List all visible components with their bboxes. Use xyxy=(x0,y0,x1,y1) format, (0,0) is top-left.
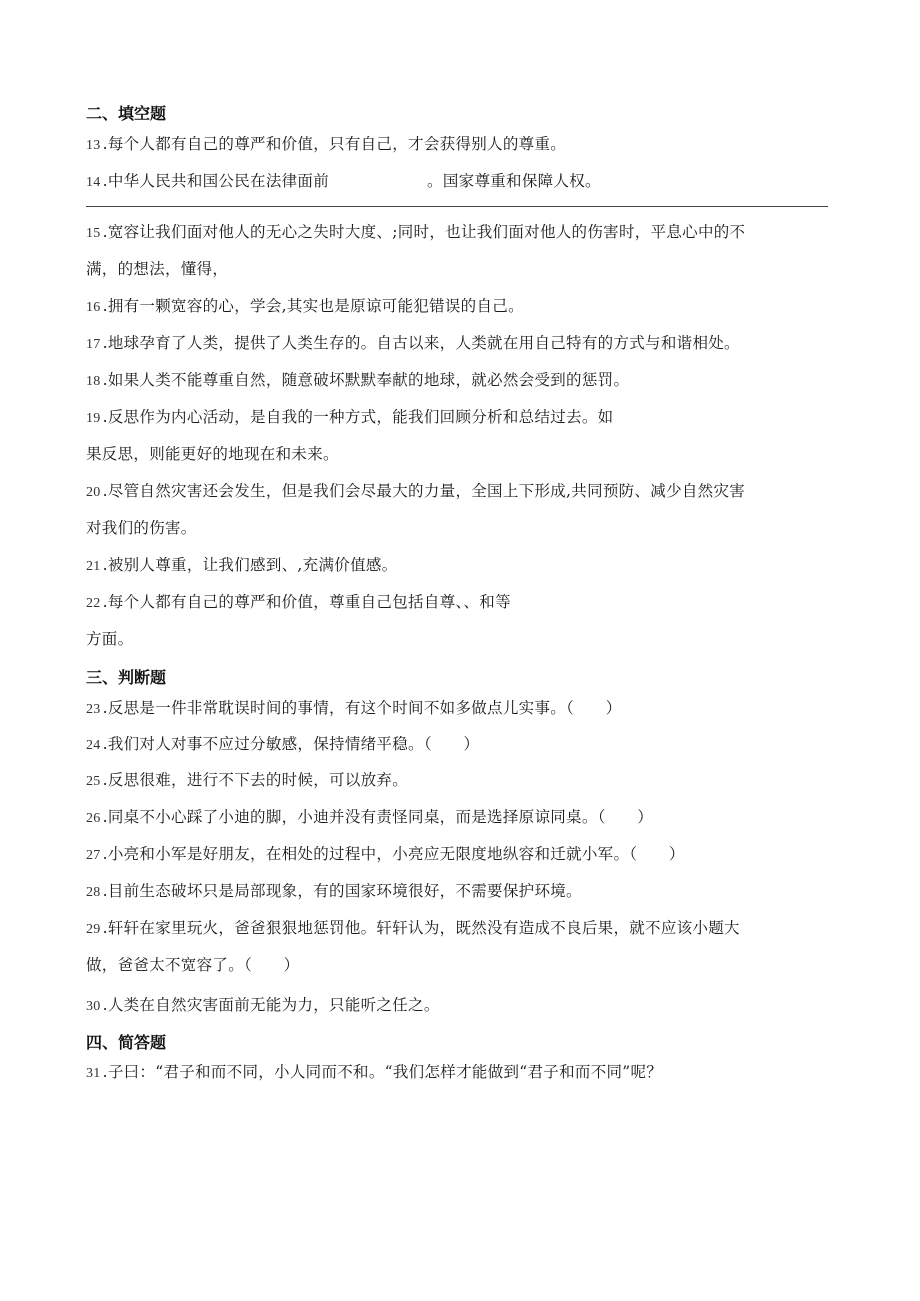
question-15 xyxy=(86,222,745,244)
question-text: .同桌不小心踩了小迪的脚，小迪并没有责怪同桌，而是选择原谅同桌。（ ） xyxy=(102,808,654,826)
question-number: 20 xyxy=(86,485,101,500)
question-text: .子曰：“君子和而不同，小人同而不和。“我们怎样才能做到“君子和而不同”呢？ xyxy=(102,1063,663,1081)
question-27 xyxy=(86,844,685,866)
question-number: 25 xyxy=(86,774,101,789)
question-number: 16 xyxy=(86,300,101,315)
question-20-continuation: 对我们的伤害。 xyxy=(86,519,197,537)
question-number: 17 xyxy=(86,337,101,352)
question-text: .被别人尊重，让我们感到、,充满价值感。 xyxy=(102,556,398,574)
section-heading-fill-blank: 二、填空题 xyxy=(86,104,167,123)
question-text: .如果人类不能尊重自然，随意破坏默默奉献的地球，就必然会受到的惩罚。 xyxy=(102,371,630,389)
question-17 xyxy=(86,333,740,355)
question-29-continuation: 做，爸爸太不宽容了。（ ） xyxy=(86,956,300,974)
question-text-continued: 。国家尊重和保障人权。 xyxy=(427,172,601,190)
question-text: .轩轩在家里玩火，爸爸狠狠地惩罚他。轩轩认为，既然没有造成不良后果，就不应该小题大 xyxy=(102,919,740,937)
question-30 xyxy=(86,995,440,1017)
question-number: 29 xyxy=(86,922,101,937)
question-22-continuation: 方面。 xyxy=(86,630,134,648)
question-text: .拥有一颗宽容的心，学会,其实也是原谅可能犯错误的自己。 xyxy=(102,297,524,315)
question-26 xyxy=(86,807,653,829)
question-text: .人类在自然灾害面前无能为力，只能听之任之。 xyxy=(102,996,440,1014)
question-18 xyxy=(86,370,629,392)
question-31 xyxy=(86,1062,662,1084)
question-number: 13 xyxy=(86,138,101,153)
question-text: .中华人民共和国公民在法律面前 xyxy=(102,172,330,190)
question-19 xyxy=(86,407,613,429)
question-number: 21 xyxy=(86,559,101,574)
question-text: .反思作为内心活动，是自我的一种方式，能我们回顾分析和总结过去。如 xyxy=(102,408,614,426)
question-text: .我们对人对事不应过分敏感，保持情绪平稳。（ ） xyxy=(102,735,480,753)
question-number: 23 xyxy=(86,702,101,717)
divider-line xyxy=(86,206,828,207)
section-heading-short-answer: 四、简答题 xyxy=(86,1033,167,1052)
question-number: 15 xyxy=(86,226,101,241)
question-number: 28 xyxy=(86,885,101,900)
question-text: .尽管自然灾害还会发生，但是我们会尽最大的力量，全国上下形成,共同预防、减少自然灾害 xyxy=(102,482,746,500)
question-20 xyxy=(86,481,745,503)
question-text: .目前生态破坏只是局部现象，有的国家环境很好，不需要保护环境。 xyxy=(102,882,582,900)
question-13 xyxy=(86,134,566,156)
question-number: 26 xyxy=(86,811,101,826)
question-15-continuation: 满，的想法，懂得， xyxy=(86,260,229,278)
question-28 xyxy=(86,881,582,903)
question-24 xyxy=(86,734,479,756)
question-text: .宽容让我们面对他人的无心之失时大度、;同时，也让我们面对他人的伤害时，平息心中的不 xyxy=(102,223,746,241)
question-number: 18 xyxy=(86,374,101,389)
question-number: 30 xyxy=(86,999,101,1014)
question-text: .每个人都有自己的尊严和价值，只有自己，才会获得别人的尊重。 xyxy=(102,135,567,153)
question-19-continuation: 果反思，则能更好的地现在和未来。 xyxy=(86,445,339,463)
question-number: 19 xyxy=(86,411,101,426)
question-22 xyxy=(86,592,511,614)
section-heading-true-false: 三、判断题 xyxy=(86,668,167,687)
question-number: 24 xyxy=(86,738,101,753)
question-23 xyxy=(86,698,622,720)
question-text: .每个人都有自己的尊严和价值，尊重自己包括自尊、、和等 xyxy=(102,593,511,611)
question-25 xyxy=(86,770,408,792)
question-text: .地球孕育了人类，提供了人类生存的。自古以来，人类就在用自己特有的方式与和谐相处。 xyxy=(102,334,740,352)
question-text: .反思是一件非常耽误时间的事情，有这个时间不如多做点儿实事。（ ） xyxy=(102,699,622,717)
question-29 xyxy=(86,918,740,940)
question-number: 27 xyxy=(86,848,101,863)
question-14 xyxy=(86,171,601,193)
question-number: 14 xyxy=(86,175,101,190)
question-number: 31 xyxy=(86,1066,101,1081)
question-16 xyxy=(86,296,524,318)
question-21 xyxy=(86,555,397,577)
question-text: .小亮和小军是好朋友，在相处的过程中，小亮应无限度地纵容和迁就小军。（ ） xyxy=(102,845,685,863)
question-number: 22 xyxy=(86,596,101,611)
question-text: .反思很难，进行不下去的时候，可以放弃。 xyxy=(102,771,409,789)
